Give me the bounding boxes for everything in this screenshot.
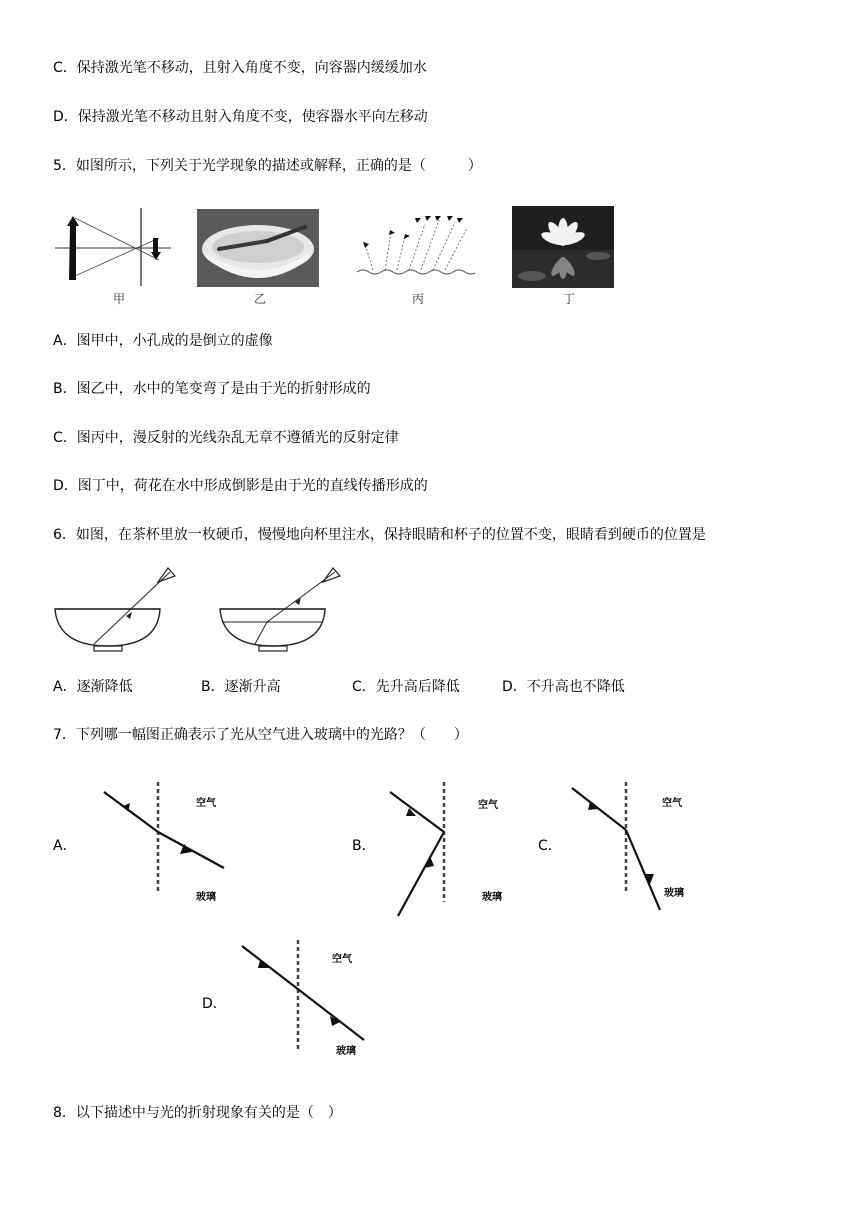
q4-option-d: D．保持激光笔不移动且射入角度不变，使容器水平向左移动: [53, 109, 428, 125]
light-path-diagram-a: [100, 782, 240, 912]
q5-option-b: B．图乙中，水中的笔变弯了是由于光的折射形成的: [53, 381, 371, 397]
q6-option-d: D．不升高也不降低: [502, 679, 625, 695]
glass-label: 玻璃: [664, 888, 684, 899]
caption-jia: 甲: [113, 292, 126, 306]
air-label: 空气: [662, 798, 682, 809]
caption-yi: 乙: [254, 292, 267, 306]
air-label: 空气: [332, 954, 352, 965]
glass-label: 玻璃: [482, 892, 502, 903]
q7-label-a: A．: [53, 838, 77, 854]
air-label: 空气: [478, 800, 498, 811]
q8-stem: 8．以下描述中与光的折射现象有关的是（ ）: [53, 1105, 342, 1121]
caption-bing: 丙: [412, 292, 425, 306]
caption-ding: 丁: [563, 292, 576, 306]
q7-stem: 7．下列哪一幅图正确表示了光从空气进入玻璃中的光路？（ ）: [53, 727, 468, 743]
empty-cup-diagram: [50, 564, 180, 660]
glass-label: 玻璃: [196, 892, 216, 903]
bent-pen-photo: [197, 209, 319, 287]
pinhole-diagram: [53, 208, 173, 288]
q6-stem: 6．如图，在茶杯里放一枚硬币，慢慢地向杯里注水，保持眼睛和杯子的位置不变，眼睛看到硬币的位置是: [53, 527, 706, 543]
q5-option-d: D．图丁中，荷花在水中形成倒影是由于光的直线传播形成的: [53, 478, 428, 494]
q7-label-b: B．: [352, 838, 376, 854]
q6-option-b: B．逐渐升高: [201, 679, 281, 695]
q6-option-a: A．逐渐降低: [53, 679, 133, 695]
q5-stem: 5．如图所示，下列关于光学现象的描述或解释，正确的是（ ）: [53, 158, 482, 174]
light-path-diagram-b: [386, 782, 516, 922]
q5-option-c: C．图丙中，漫反射的光线杂乱无章不遵循光的反射定律: [53, 430, 399, 446]
water-cup-diagram: [215, 564, 345, 660]
lotus-reflection-photo: [512, 206, 614, 288]
diffuse-reflection-diagram: [355, 208, 475, 288]
light-path-diagram-c: [568, 782, 698, 914]
q7-label-d: D．: [202, 996, 227, 1012]
q4-option-c: C．保持激光笔不移动，且射入角度不变，向容器内缓缓加水: [53, 60, 427, 76]
air-label: 空气: [196, 798, 216, 809]
light-path-diagram-d: [240, 940, 380, 1065]
q5-option-a: A．图甲中，小孔成的是倒立的虚像: [53, 333, 273, 349]
q6-option-c: C．先升高后降低: [352, 679, 460, 695]
q7-label-c: C．: [538, 838, 562, 854]
glass-label: 玻璃: [336, 1046, 356, 1057]
